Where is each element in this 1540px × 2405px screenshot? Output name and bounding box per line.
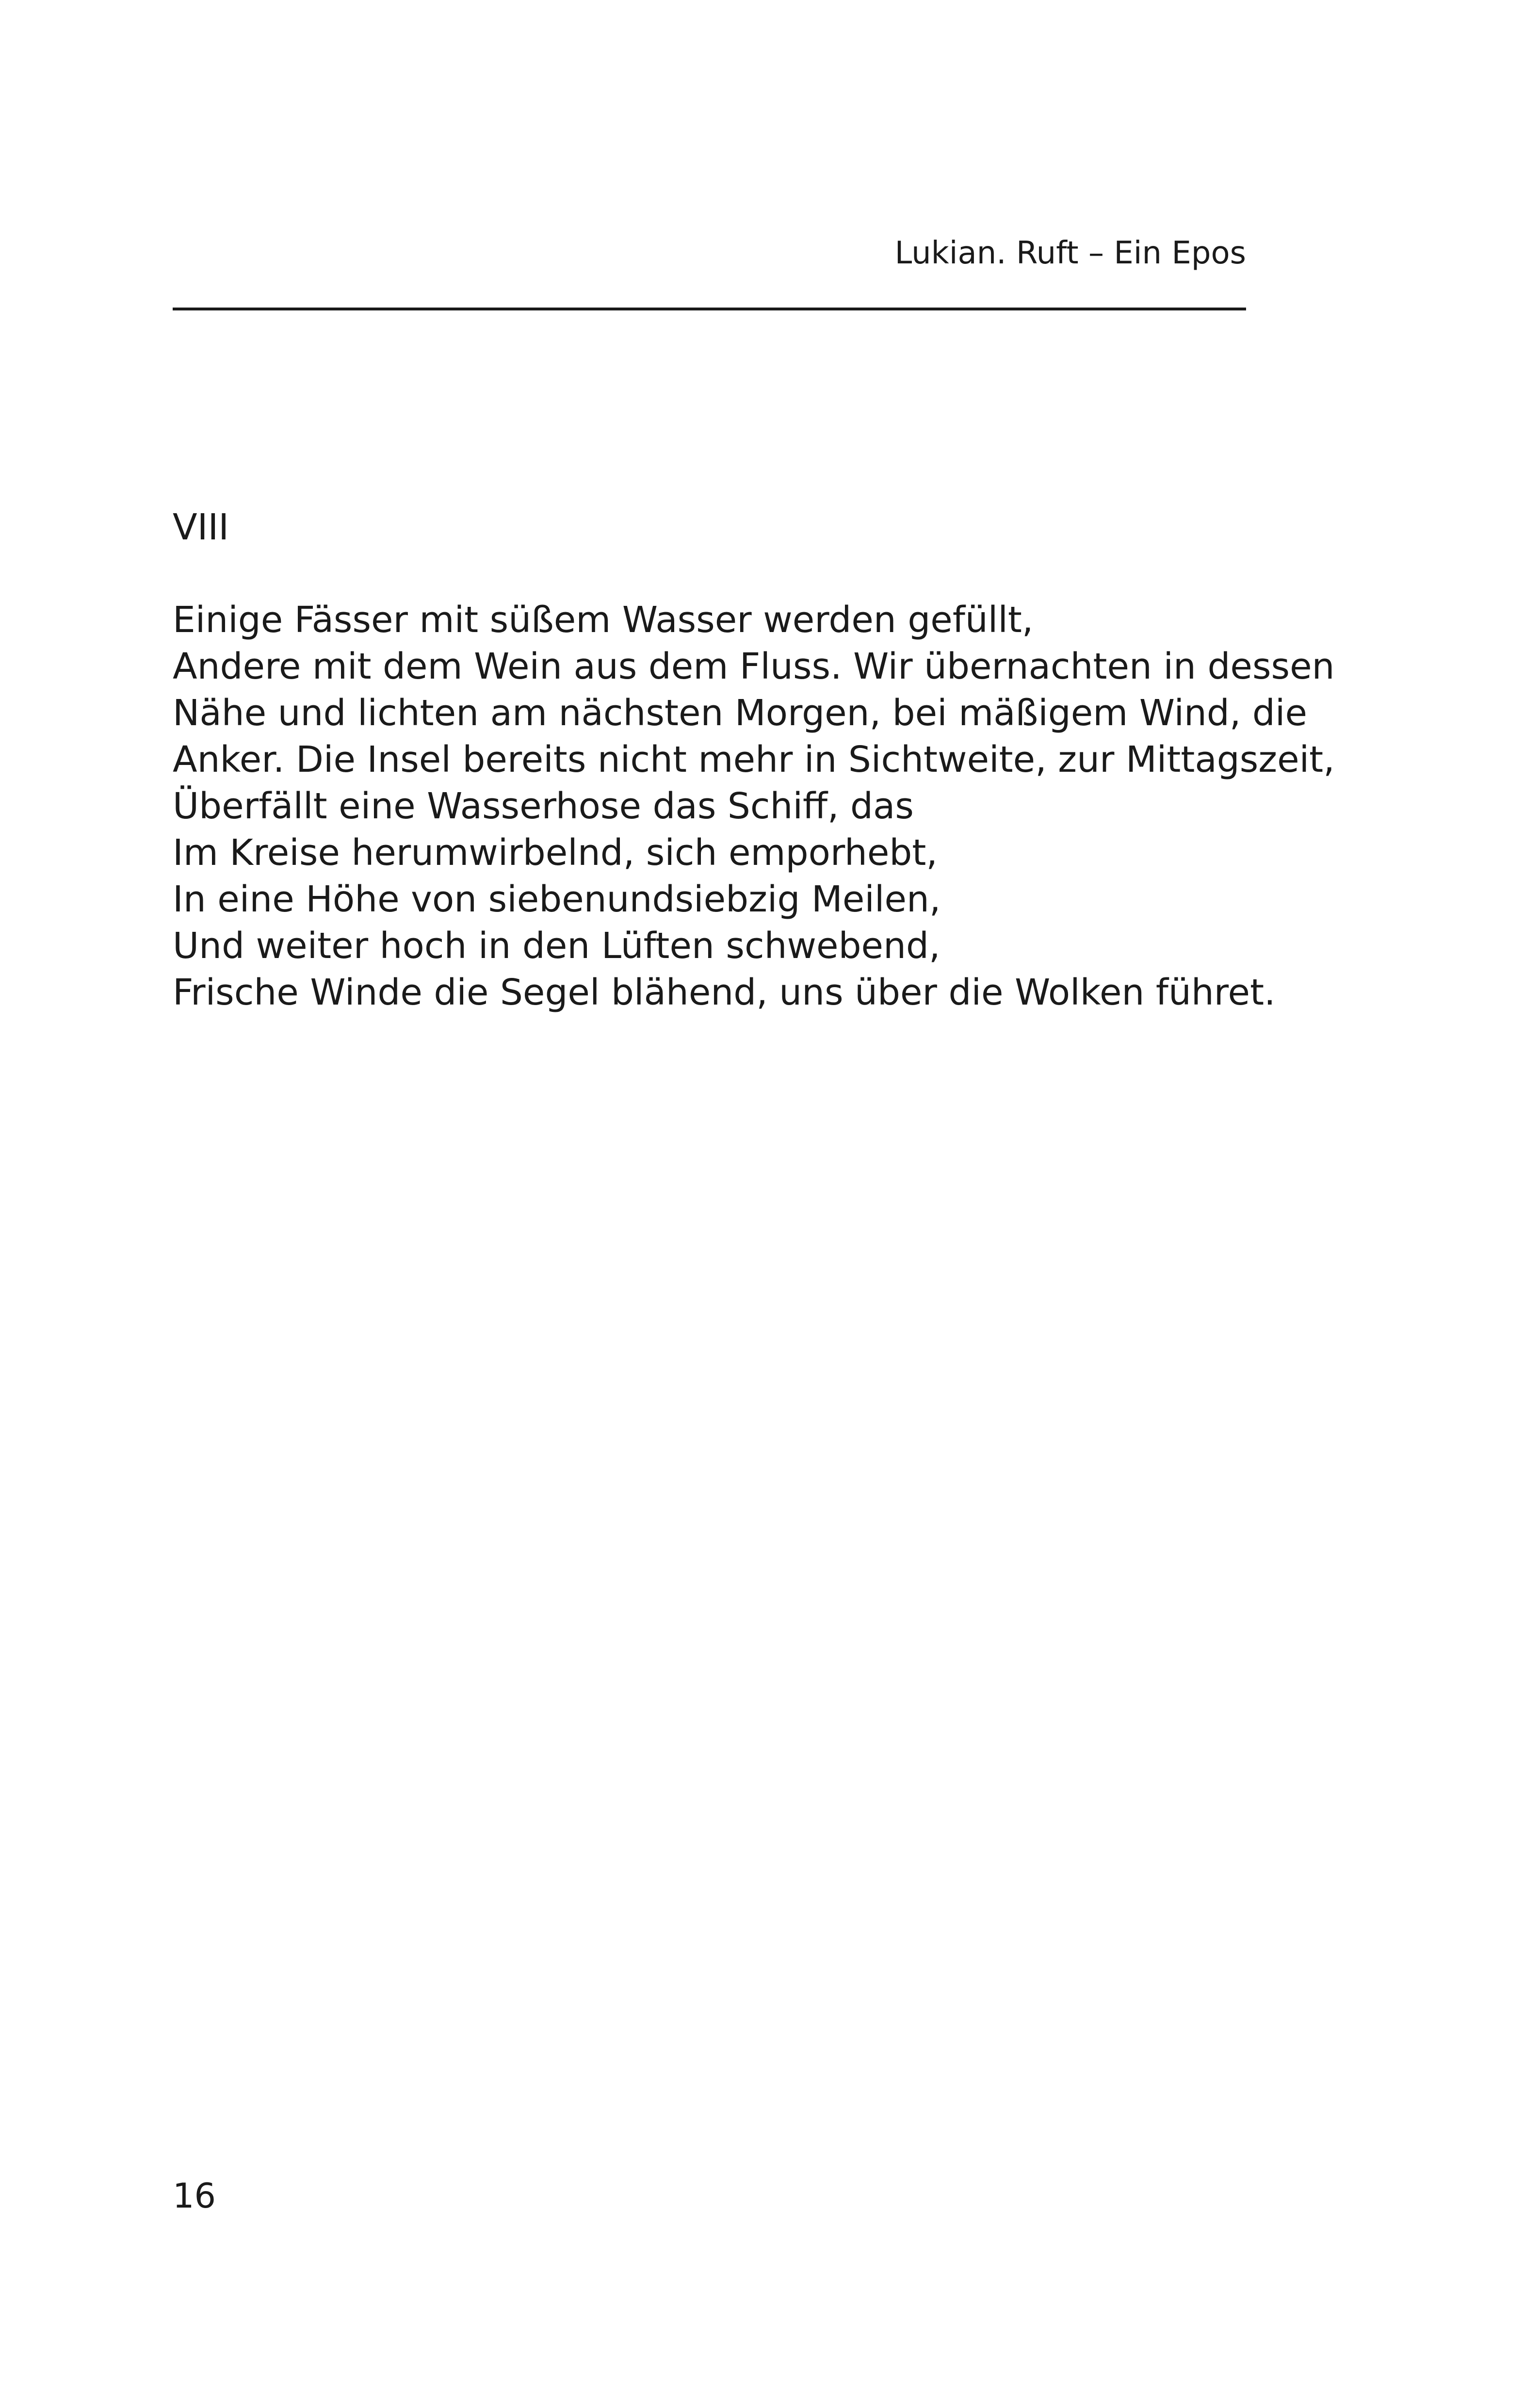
- poem-line: In eine Höhe von siebenundsiebzig Meilen,: [173, 878, 941, 920]
- header-rule: [173, 308, 1246, 310]
- poem-line: Und weiter hoch in den Lüften schwebend,: [173, 925, 940, 967]
- poem-line: Im Kreise herumwirbelnd, sich emporhebt,: [173, 832, 938, 874]
- poem-line: Anker. Die Insel bereits nicht mehr in Sichtweite, zur Mittagszeit,: [173, 739, 1335, 780]
- section-numeral: VIII: [173, 506, 229, 548]
- running-head: Lukian. Ruft – Ein Epos: [894, 235, 1246, 271]
- poem-line: Andere mit dem Wein aus dem Fluss. Wir übernachten in dessen: [173, 646, 1335, 687]
- page-number: 16: [173, 2176, 216, 2216]
- poem-stanza: [173, 597, 1335, 1016]
- poem-line: Einige Fässer mit süßem Wasser werden gefüllt,: [173, 599, 1034, 641]
- poem-line: Überfällt eine Wasserhose das Schiff, das: [173, 785, 914, 827]
- poem-line: Nähe und lichten am nächsten Morgen, bei mäßigem Wind, die: [173, 692, 1307, 734]
- poem-line: Frische Winde die Segel blähend, uns über die Wolken führet.: [173, 972, 1276, 1013]
